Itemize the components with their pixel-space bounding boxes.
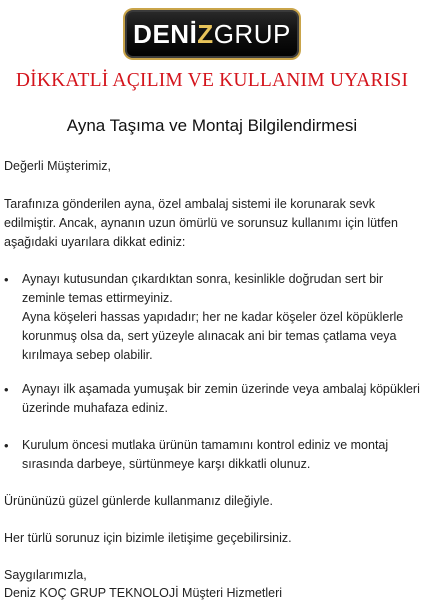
logo-text: DENİZGRUP	[133, 18, 291, 49]
wish-line: Ürününüzü güzel günlerde kullanmanız dileğiyle.	[4, 494, 273, 508]
company-logo	[123, 8, 301, 60]
bullet-3-main: Kurulum öncesi mutlaka ürünün tamamını kontrol ediniz ve montaj sırasında darbeye, sürtünmeye karşı dikkatli olunuz.	[22, 438, 389, 471]
bullet-1-detail: Ayna köşeleri hassas yapıdadır; her ne kadar köşeler özel köpüklerle korunmuş olsa da, sert yüzeyle alınacak ani bir temas çatlama veya kırılmaya sebep olabilir.	[22, 310, 404, 362]
document-title: Ayna Taşıma ve Montaj Bilgilendirmesi	[66, 116, 358, 135]
bullet-2-main: Aynayı ilk aşamada yumuşak bir zemin üzerinde veya ambalaj köpükleri üzerinde muhafaza ediniz.	[22, 382, 420, 415]
intro-paragraph: Tarafınıza gönderilen ayna, özel ambalaj sistemi ile korunarak sevk edilmiştir. Ancak, aynanın uzun ömürlü ve sorunsuz kullanımı için lütfen aşağıdaki uyarılara dikkat ediniz:	[4, 197, 398, 249]
bullet-marker: •	[4, 272, 9, 287]
logo-container	[0, 8, 424, 60]
closing-line: Saygılarımızla,	[4, 568, 87, 582]
bullet-marker: •	[4, 438, 9, 453]
bullet-1-main: Aynayı kutusundan çıkardıktan sonra, kesinlikle doğrudan sert bir zeminle temas ettirmeyiniz.	[22, 272, 384, 305]
contact-line: Her türlü sorunuz için bizimle iletişime geçebilirsiniz.	[4, 531, 292, 545]
greeting: Değerli Müşterimiz,	[4, 159, 111, 173]
bullet-marker: •	[4, 382, 9, 397]
warning-title: DİKKATLİ AÇILIM VE KULLANIM UYARISI	[15, 70, 409, 91]
signature-line: Deniz KOÇ GRUP TEKNOLOJİ Müşteri Hizmetleri	[4, 586, 283, 600]
